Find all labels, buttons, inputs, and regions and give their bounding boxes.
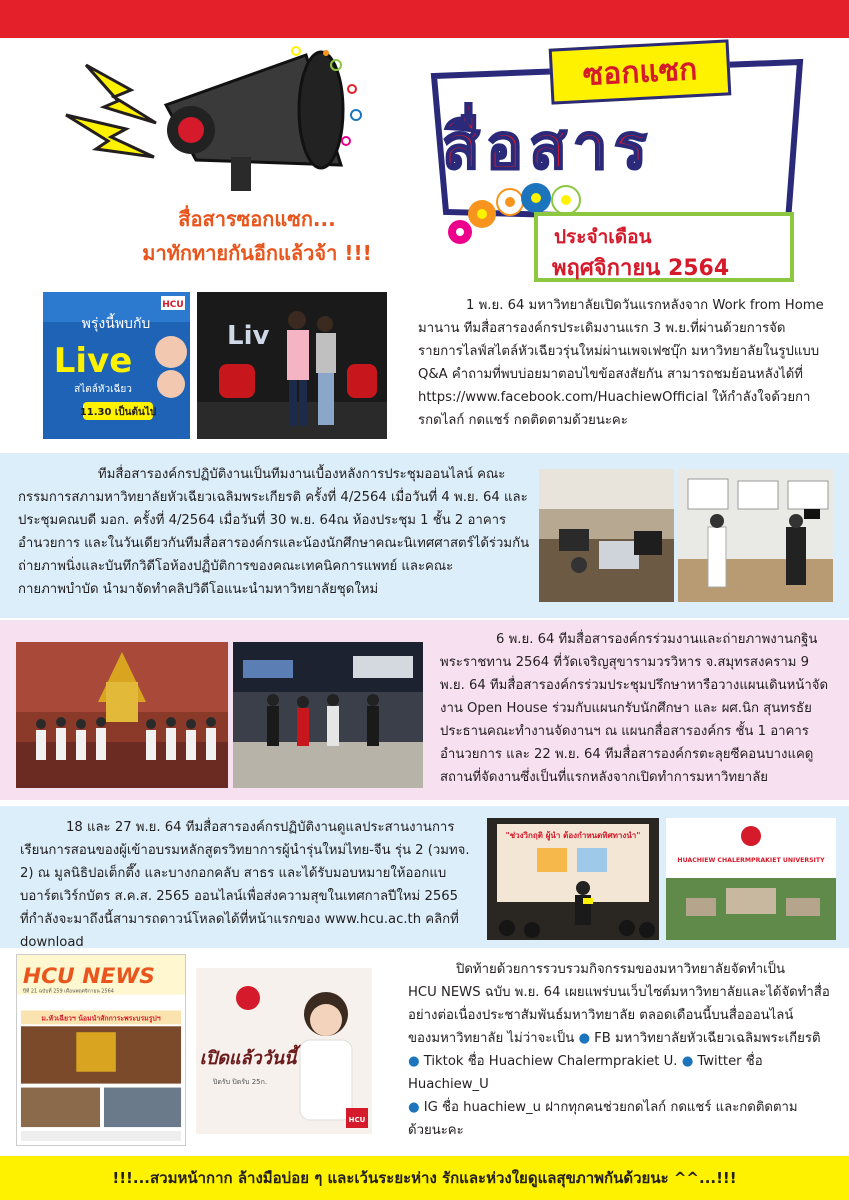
lab-photo <box>678 469 833 602</box>
month-value: พฤศจิกายน 2564 <box>552 256 730 281</box>
news-line-4 <box>408 1027 838 1050</box>
news-title-text: HCU NEWS <box>22 963 155 989</box>
footer-slogan-bar <box>0 1156 849 1200</box>
facebook-channel-text: FB มหาวิทยาลัยหัวเฉียวเฉลิมพระเกียรติ <box>594 1031 821 1046</box>
temple-group-photo <box>16 642 228 788</box>
twitter-channel-text: Twitter ชื่อ Huachiew_U <box>408 1054 763 1092</box>
poster-logo-text: HCU <box>162 300 184 310</box>
masthead-top-label: ซอกแซก <box>549 39 732 104</box>
top-banner-bar <box>0 0 849 38</box>
news-line-3: อย่างต่อเนื่องประชาสัมพันธ์มหาวิทยาลัย ตลอดเดือนนี้บนสื่อออนไลน์ <box>408 1008 794 1023</box>
live-poster-image <box>43 292 190 439</box>
bullet-icon: ● <box>408 1100 420 1115</box>
news-line-7: ด้วยนะคะ <box>408 1123 464 1138</box>
open-poster-image <box>196 968 372 1144</box>
month-box <box>534 212 794 282</box>
headline-line-2: มาทักทายกันอีกแล้วจ้า !!! <box>142 241 372 265</box>
news-line-4-lead: ของมหาวิทยาลัย ไม่ว่าจะเป็น <box>408 1031 579 1046</box>
section-meeting-text: ทีมสื่อสารองค์กรปฏิบัติงานเป็นทีมงานเบื้องหลังการประชุมออนไลน์ คณะกรรมการสภามหาวิทยาลัยหัวเฉียวเฉลิมพระเกียรติ ครั้งที่ 4/2564 เมื่อวันที่ 4 พ.ย. 64 และประชุมคณบดี มอก. ครั้งที่ 4/2564 เมื่อวันที่ 30 พ.ย. 64ณ ห้องประชุม 1 ชั้น 2 อาคารอำนวยการ และในวันเดียวกันทีมสื่อสารองค์กรและน้องนักศึกษาคณะนิเทศศาสตร์ได้ร่วมกันถ่ายภาพนิ่งและบันทึกวิดีโอห้องปฏิบัติการของคณะเทคนิคการแพทย์ และคณะกายภาพบำบัด นำมาจัดทำคลิปวิดีโอแนะนำมหาวิทยาลัยชุดใหม่ <box>18 467 530 597</box>
masthead-title: สื่อสาร <box>442 110 654 183</box>
news-caption-text: ม.หัวเฉียวฯ น้อมนำสักการะพระบรมรูปฯ <box>41 1014 161 1023</box>
poster-sub-text: สไตล์หัวเฉียว <box>74 384 132 395</box>
live-studio-photo <box>197 292 387 439</box>
section-meeting <box>0 453 849 618</box>
masthead <box>420 36 830 286</box>
bullet-icon: ● <box>408 1054 420 1069</box>
poster-heading-text: เปิดแล้ววันนี้ <box>199 1048 297 1069</box>
mall-visit-photo <box>233 642 423 788</box>
section-training-text: 18 และ 27 พ.ย. 64 ทีมสื่อสารองค์กรปฏิบัติงานดูแลประสานงานการเรียนการสอนของผู้เข้าอบรมหลักสูตรวิทยาการผู้นำรุ่นใหม่ไทย-จีน รุ่น 2 (วมทจ. 2) ณ มูลนิธิปอเต็กตึ๊ง และบางกอกคลับ สาธร และได้รับมอบหมายให้ออกแบบอาร์ตเวิร์กบัตร ส.ค.ส. 2565 ออนไลน์เพื่อส่งความสุขในเทศกาลปีใหม่ 2565 ที่กำลังจะมาถึงนี้สามารถดาวน์โหลดได้ที่หน้าแรกของ www.hcu.ac.th คลิกที่ download <box>20 820 470 950</box>
poster-time-text: 11.30 เป็นต้นไป <box>79 407 157 418</box>
news-line-5 <box>408 1050 838 1096</box>
news-line-1: ปิดท้ายด้วยการรวบรวมกิจกรรมของมหาวิทยาลัยจัดทำเป็น <box>456 962 786 977</box>
section-training <box>0 806 849 948</box>
month-label: ประจำเดือน <box>554 226 652 248</box>
poster-live-text: Live <box>53 341 133 381</box>
tiktok-channel-text: Tiktok ชื่อ Huachiew Chalermprakiet U. <box>423 1054 678 1069</box>
hcu-news-cover <box>16 954 186 1146</box>
training-session-photo <box>487 818 659 940</box>
section-kathin-text: 6 พ.ย. 64 ทีมสื่อสารองค์กรร่วมงานและถ่ายภาพงานกฐินพระราชทาน 2564 ที่วัดเจริญสุขารามวรวิหาร จ.สมุทรสงคราม 9 พ.ย. 64 ทีมสื่อสารองค์กรร่วมประชุมปรึกษาหารือวางแผนเดินหน้าจัดงาน Open House ร่วมกับแผนกรับนักศึกษา และ ผศ.นิก สุนทรธัย ประธานคณะทำงานจัดงานฯ ณ แผนกสื่อสารองค์กร ชั้น 1 อาคารอำนวยการ และ 22 พ.ย. 64 ทีมสื่อสารองค์กรตะลุยซีคอนบางแคดูสถานที่จัดงานซึ่งเป็นที่แรกหลังจากเปิดทำการมหาวิทยาลัย <box>440 632 829 785</box>
campus-name-text: HUACHIEW CHALERMPRAKIET UNIVERSITY <box>677 857 825 864</box>
instagram-channel-text: IG ชื่อ huachiew_u ฝากทุกคนช่วยกดไลก์ กดแชร์ และกดติดตาม <box>423 1100 798 1115</box>
headline-line-1: สื่อสารซอกแซก... <box>178 207 336 231</box>
campus-photo <box>666 818 836 940</box>
poster-hcu-logo-text: HCU <box>348 1116 366 1124</box>
bullet-icon: ● <box>578 1031 590 1046</box>
section-live-text: 1 พ.ย. 64 มหาวิทยาลัยเปิดวันแรกหลังจาก Work from Home มานาน ทีมสื่อสารองค์กรประเดิมงานแรก 3 พ.ย.ที่ผ่านด้วยการจัดรายการไลฟ์สไตล์หัวเฉียวรุ่นใหม่ผ่านเพจเฟซบุ๊ก มหาวิทยาลัยในรูปแบบ Q&A คำถามที่พบบ่อยมาตอบไขข้อสงสัยกัน สามารถชมย้อนหลังได้ที่ https://www.facebook.com/HuachiewOfficial ให้กำลังใจด้วยการกดไลก์ กดแชร์ กดติดตามด้วยนะคะ <box>418 298 824 428</box>
section-kathin <box>0 620 849 800</box>
section-live <box>0 284 849 450</box>
studio-sign-text: Liv <box>227 321 270 351</box>
footer-slogan: !!!...สวมหน้ากาก ล้างมือบ่อย ๆ และเว้นระยะห่าง รักและห่วงใยดูแลสุขภาพกันด้วยนะ ^^...!!! <box>112 1169 737 1187</box>
section-news-text <box>408 958 838 1142</box>
news-line-6 <box>408 1096 838 1119</box>
poster-line-text: ปิดรับ ปิดรับ 25ก. <box>212 1078 268 1086</box>
news-line-2: HCU NEWS ฉบับ พ.ย. 64 เผยแพร่บนเว็บไซต์มหาวิทยาลัยและได้จัดทำสื่อ <box>408 985 830 1000</box>
poster-top-text: พรุ่งนี้พบกับ <box>81 316 151 332</box>
headline <box>92 202 422 270</box>
section-news <box>0 952 849 1152</box>
screen-banner-text: "ช่วงวิกฤติ ผู้นำ ต้องกำหนดทิศทางนำ" <box>505 831 641 840</box>
megaphone-illustration <box>56 45 366 195</box>
bullet-icon: ● <box>681 1054 694 1069</box>
news-issue-text: ปีที่ 21 ฉบับที่ 259 เดือนพฤศจิกายน 2564 <box>22 988 114 995</box>
meeting-room-photo <box>539 469 674 602</box>
